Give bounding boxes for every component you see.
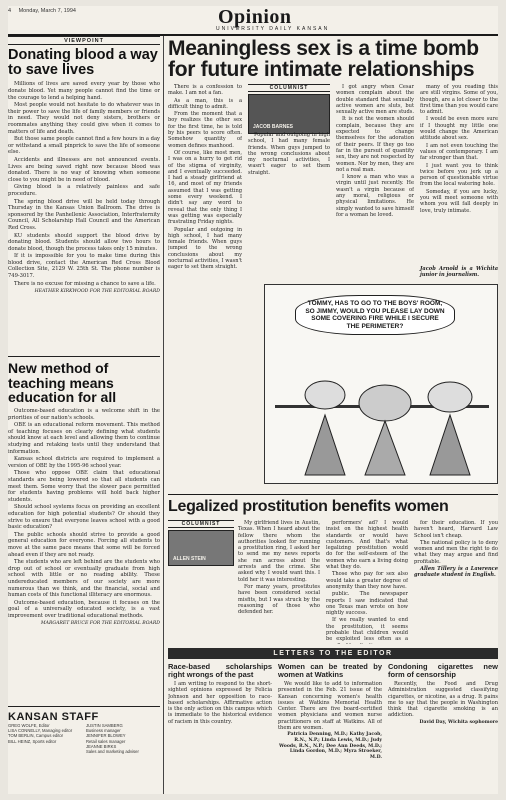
paragraph: I am not even touching the values of contemporary. I am far stronger than that.: [420, 142, 498, 162]
divider: [8, 356, 160, 357]
column-text-4: [420, 84, 498, 264]
paragraph: But those same people cannot find a few hours in a day or withstand a small pinprick to save the life of someone else.: [8, 136, 160, 156]
paragraph: The national policy is to deny women and men the right to do what they may argue and find profitable.: [414, 539, 498, 565]
columnist-name: ALLEN STEIN: [173, 556, 206, 562]
staff-entry: JENNIFER BLOWEY: [86, 733, 126, 739]
editorial-body: [8, 408, 160, 619]
divider: [8, 706, 160, 707]
paragraph: Those who oppose OBE claim that educational standards are being lowered so that all students can meet them. Some worry that the slower pace permitted for students having problems will hold back higher students.: [8, 470, 160, 503]
paragraph: public. The newspaper reports I saw indicated that one Texas man wrote on how nightly success.: [326, 591, 408, 617]
staff-title: KANSAN STAFF: [8, 711, 99, 723]
paragraph: many of you reading this are still virgins. Some of you, though, are a lot closer to the first time than you would care to admit.: [420, 84, 498, 116]
paragraph: Kansas school districts are required to implement a version of OBE by the 1995-96 school year.: [8, 456, 160, 469]
cartoon-drawing: [265, 285, 498, 484]
column-divider: [163, 36, 164, 794]
staff-entry: Business manager: [86, 728, 121, 734]
editorial-byline: HEATHER KIRKWOOD FOR THE EDITORIAL BOARD: [34, 289, 160, 295]
paragraph: Should school systems focus on providing an excellent education for high potential students? Or should they strive to ensure that everyone leaves school with a good basic education?: [8, 504, 160, 531]
paragraph: performers' ad? I would insist on the highest health standards or would have customers. And that's what legalizing prostitution would do for the self-esteem of the women who earn a living doing what they do.: [326, 520, 408, 571]
paragraph: I got angry when Cesar women complain about the double standard that sexually active women are sluts, but sexually active men are studs.: [336, 84, 414, 116]
paragraph: There is a confession to make. I am not a fan.: [168, 84, 242, 97]
paragraph: Popular and outgoing in high school, I had many female friends. When guys jumped to the wrong conclusions about my nocturnal activities, I wasn't eager to set them straight.: [168, 226, 242, 271]
page-number: 4: [8, 8, 12, 14]
staff-column: [86, 723, 160, 754]
paragraph: I just want you to think twice before you jerk up a person of questionable virtue from the local watering hole.: [420, 162, 498, 188]
paragraph: From the moment that a boy realizes the other sex for the first time, he is told by his peers to score often. Somehow quantity of women defines manhood.: [168, 111, 242, 149]
letter-headline: Race-based scholarships right wrongs of the past: [168, 663, 272, 679]
paragraph: Of course, like most men, I was on a hurry to get rid of the stigma of virginity, and I eventually succeeded. I had a steady girlfriend at 16, and most of my friends assumed that I was getting some every weekend. I didn't say any word to reveal that the only thing I was getting was especially frustrating Friday nights.: [168, 149, 242, 226]
staff-column: [8, 723, 82, 754]
paragraph: The public schools should strive to provide a good general education for everyone. Forcing all students to move at the same pace means that some will be forced ahead even if they are not ready.: [8, 531, 160, 558]
paragraph: I know a man who was a virgin until just recently. He wasn't a virgin because of any moral, religious or physical limitations. He simply wanted to save himself for a woman he loved.: [336, 174, 414, 218]
column-text-6: [326, 520, 408, 644]
letters-bar: LETTERS TO THE EDITOR: [168, 648, 498, 659]
column-text-1: [168, 84, 242, 304]
newspaper-page: [8, 6, 498, 794]
editorial-blood-drive: [8, 48, 160, 294]
columnist-photo: [168, 530, 234, 566]
paragraph: It is not the women should complain, because they are expected to change themselves for the adoration of their peers. If they go too far in the pursuit of quantity sex, they are not respected by women. Nor by men, they are not a real man.: [336, 116, 414, 173]
staff-entry: TOM BERLIN, Campus editor: [8, 733, 64, 739]
column-byline: Allen Tillery is a Lawrence graduate student in English.: [414, 566, 498, 579]
paragraph: for their education. If you haven't heard, Harvard Law School isn't cheap.: [414, 520, 498, 539]
speech-bubble: TOMMY, HAS TO GO TO THE BOYS' ROOM, SO JIMMY, WOULD YOU PLEASE LAY DOWN SOME COVERING FIRE WHILE I SECURE THE PERIMETER?: [295, 295, 455, 335]
paragraph: Accidents and illnesses are not announced events. Lives are being saved right now because blood was donated. There is no way of knowing when someone close to you might be in need of blood.: [8, 156, 160, 183]
column-byline: Jacob Arnold is a Wichita junior in journalism.: [420, 266, 498, 279]
paragraph: If it is impossible for you to make time during this blood drive, contact the American Red Cross Blood Collection Site, 2129 W. 25th St. The phone number is 749-3017.: [8, 253, 160, 280]
paragraph: There is no excuse for missing a chance to save a life.: [14, 280, 156, 287]
columnist-photo: [248, 94, 330, 134]
paragraph: Giving blood is a relatively painless and safe procedure.: [8, 184, 160, 197]
section-title: Opinion: [218, 6, 292, 28]
columnist-label: COLUMNIST: [168, 520, 234, 528]
letter-signer: Patricia Denning, M.D.; Kathy Jacob, R.N., N.P.; Linda Lewis, M.D.; Judy Woods, R.N., N.P.; Dee Ann Deeds, M.D.; Linda Gordon, M.D.; Myra Stroeker, M.D.: [278, 732, 382, 760]
letter-body: Recently, the Food and Drug Administration suggested classifying cigarettes, or nicotine, as a drug. It pains me to say that the people in Washington think that cigarette smoking is an addiction.: [388, 681, 498, 719]
editorial-cartoon: [264, 284, 498, 484]
issue-date: Monday, March 7, 1994: [18, 8, 76, 14]
viewpoint-label: VIEWPOINT: [8, 36, 160, 45]
section-rule: [168, 494, 498, 495]
staff-entry: LISA CONNELLY, Managing editor: [8, 728, 73, 734]
columnist-label: COLUMNIST: [248, 84, 330, 92]
staff-entry: Sales and marketing adviser: [86, 749, 139, 755]
letter-headline: Condoning cigarettes new form of censorship: [388, 663, 498, 679]
column-text-3: [336, 84, 414, 304]
paragraph: Popular and outgoing in high school, I had many female friends. When guys jumped to the wrong conclusions about my nocturnal activities, I wasn't eager to set them straight.: [248, 132, 330, 176]
paragraph: As a man, this is a difficult thing to admit.: [168, 97, 242, 110]
staff-entry: JUSTIN SAMBERG: [86, 723, 123, 728]
paragraph: I would be even more sure if I thought my little one would change the American attitude about sex.: [420, 116, 498, 142]
paragraph: Most people would not hesitate to do whatever was in their power to save the life of family members or friends in need. They would not deny sisters, brothers or roommates anything they could give when it comes to matters of life and death.: [8, 102, 160, 135]
paragraph: Someday, if you are lucky, you will meet someone with whom you will fall deeply in love, truly intimate.: [420, 188, 498, 214]
staff-entry: GREG WOLFE, Editor: [8, 723, 50, 728]
columnist-box-2: [168, 520, 234, 566]
left-column: [8, 36, 160, 794]
columnist-name: JACOB BARNES: [253, 124, 294, 130]
staff-entry: Retail sales manager: [86, 738, 126, 744]
paragraph: Outcome-based education is a welcome shift in the priorities of our nation's schools.: [8, 408, 160, 421]
letter-signer: David Day, Wichita sophomore: [419, 719, 498, 725]
paragraph: Millions of lives are saved every year by those who donate blood. Yet many people cannot find the time or the courage to lend a helping hand.: [8, 81, 160, 101]
editorial-headline: New method of teaching means education for all: [8, 360, 117, 406]
letter-3: [388, 663, 498, 793]
letter-body: I am writing to respond to the short-sighted opinions expressed by Felicia Johnson and her opposition to race-based scholarships. Affirmative action is the only action on this campus which is immediate to the historical evidence of racism in this country.: [168, 681, 272, 725]
paragraph: If we really wanted to end the prostitution, it seems probable that children would be exploited less often as a: [326, 617, 408, 643]
letter-body: We would like to add to information presented in the Feb. 21 issue of the Kansan concerning women's health issues at Watkins Memorial Health Center. There are five board-certified women physicians and women nurse practitioners on staff at Watkins. All of them are women.: [278, 681, 382, 732]
second-headline: Legalized prostitution benefits women: [168, 498, 449, 515]
masthead: [8, 6, 498, 36]
editorial-obe: [8, 352, 160, 626]
paragraph: The students who are left behind are the students who drop out of school or eventually graduate from high school with little or no reading ability. These undereducated members of our society are more numerous than we think, and the financial, social and human costs of this functional illiteracy are enormous.: [8, 559, 160, 599]
paragraph: Outcome-based education, because it focuses on the goal of a universally educated society, is a vast improvement over traditional educational methods.: [8, 599, 160, 619]
folio: [8, 8, 82, 14]
paragraph: For many years, prostitutes have been considered social misfits, but I was struck by the reasoning of those who defended her.: [238, 583, 320, 616]
paragraph: The spring blood drive will be held today through Thursday in the Kansas Union Ballroom. The drive is sponsored by the Panhellenic Association, Interfraternity Council, All Scholarship Hall Council and the American Red Cross.: [8, 198, 160, 231]
columnist-box: [248, 84, 330, 134]
staff-list: [8, 723, 160, 754]
column-text-5: [238, 520, 320, 644]
editorial-headline: Donating blood a way to save lives: [8, 47, 158, 79]
staff-entry: JEANNE BIRKS: [86, 743, 117, 749]
editorial-body: [8, 81, 160, 287]
staff-box: [8, 702, 160, 754]
editorial-byline: MARGARET BRUCE FOR THE EDITORIAL BOARD: [40, 621, 160, 627]
paper-name: UNIVERSITY DAILY KANSAN: [216, 26, 330, 32]
paragraph: KU students should support the blood drive by donating blood. Students should allow two hours to donate blood, though the process takes only 15 minutes.: [8, 232, 160, 252]
paragraph: OBE is an educational reform movement. This method of teaching focuses on clearly defining what students should know at each level and allowing them to continue studying and retaking tests until they understand that information.: [8, 422, 160, 455]
letter-headline: Women can be treated by women at Watkins: [278, 663, 382, 679]
main-headline: Meaningless sex is a time bomb for future intimate relationships: [168, 37, 479, 81]
letter-2: [278, 663, 382, 793]
column-text-2: [248, 132, 330, 304]
staff-entry: BILL HEINZ, Sports editor: [8, 738, 57, 744]
column-text-7: [414, 520, 498, 644]
letter-1: [168, 663, 272, 793]
paragraph: Those who pay for sex also would take a greater degree of anonymity than they now have.: [326, 571, 408, 590]
paragraph: My girlfriend lives in Austin, Texas. When I heard about the fellow there whom the authorities looked for running a prostitution ring, I asked her to send me my news reports she ran across about the arrests and the crime. She asked why I would want this. I told her it was interesting.: [238, 520, 320, 583]
